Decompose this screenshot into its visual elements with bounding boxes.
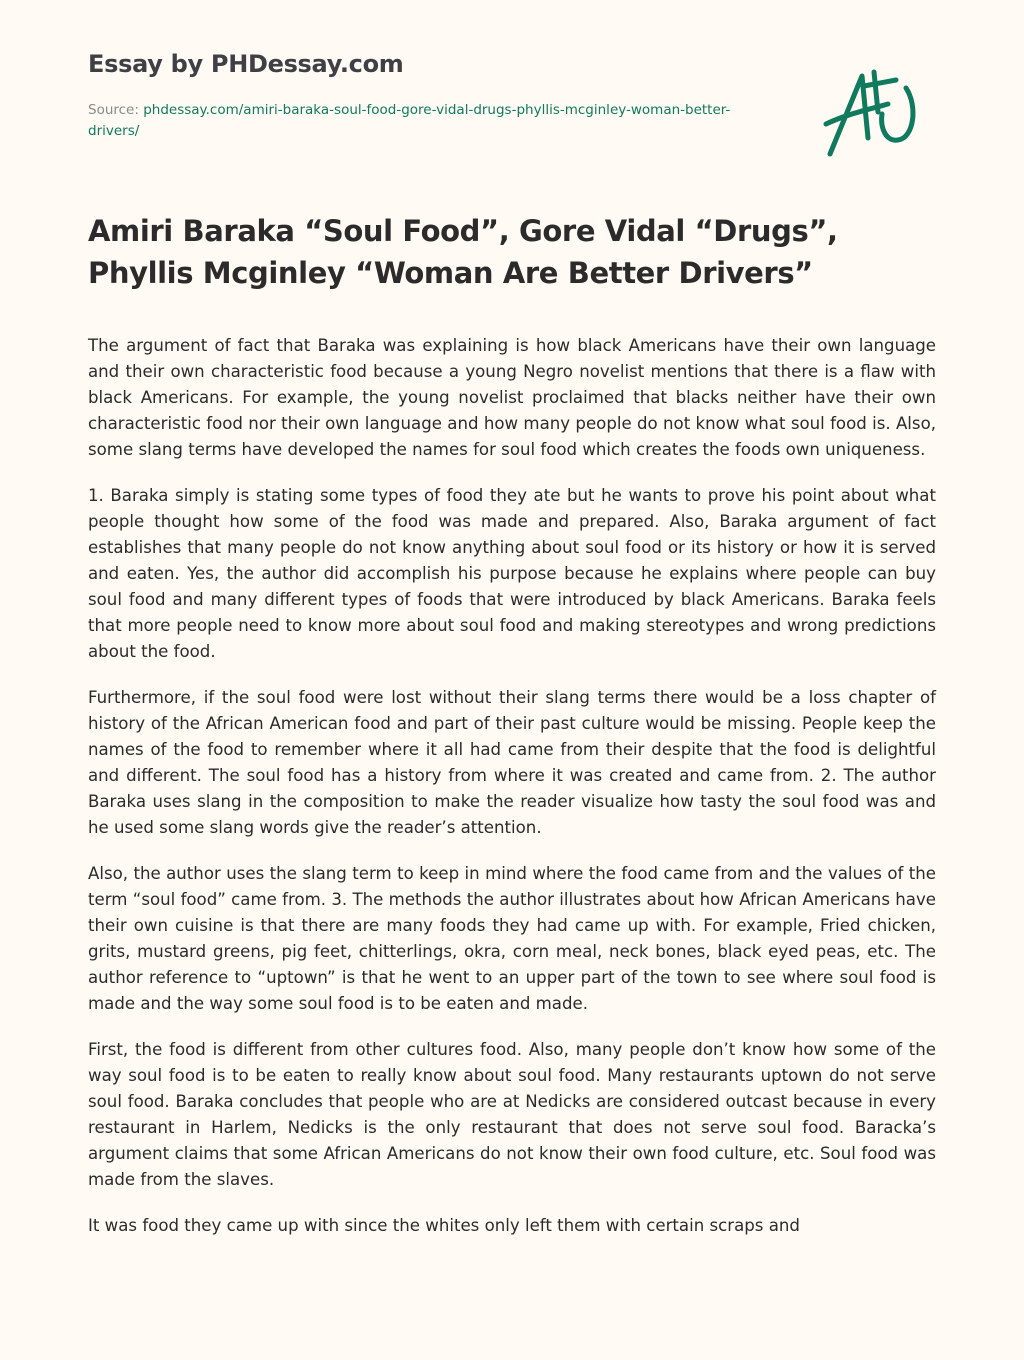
paragraph: Also, the author uses the slang term to keep in mind where the food came from and the values of the term “soul food” came from. 3. The methods the author illustrates about how African Americans have their own cuisine is that there are many foods they had came up with. For example, Fried chicken, grits, mustard greens, pig feet, chitterlings, okra, corn meal, neck bones, black eyed peas, etc. The author reference to “uptown” is that he went to an upper part of the town to see where soul food is made and the way some soul food is to be eaten and made. xyxy=(88,864,936,1013)
essay-title: Amiri Baraka “Soul Food”, Gore Vidal “Drugs”, Phyllis Mcginley “Woman Are Better Drivers” xyxy=(88,214,838,290)
paragraph: The argument of fact that Baraka was explaining is how black Americans have their own language and their own characteristic food because a young Negro novelist mentions that there is a flaw with black Americans. For example, the young novelist proclaimed that blacks neither have their own characteristic food nor their own language and how many people do not know what soul food is. Also, some slang terms have developed the names for soul food which creates the foods own uniqueness. xyxy=(88,336,936,459)
paragraph: 1. Baraka simply is stating some types of food they ate but he wants to prove his point about what people thought how some of the food was made and prepared. Also, Baraka argument of fact establishes that many people do not know anything about soul food or its history or how it is served and eaten. Yes, the author did accomplish his purpose because he explains where people can buy soul food and many different types of foods that were introduced by black Americans. Baraka feels that more people need to know more about soul food and making stereotypes and wrong predictions about the food. xyxy=(88,486,936,661)
site-brand: Essay by PHDessay.com xyxy=(88,50,404,78)
source-line xyxy=(88,100,768,142)
site-header xyxy=(88,50,788,142)
source-label: Source: xyxy=(88,102,144,118)
a-plus-logo-icon xyxy=(822,66,932,160)
essay-body xyxy=(88,333,936,1259)
paragraph: First, the food is different from other cultures food. Also, many people don’t know how some of the way soul food is to be eaten to really know about soul food. Many restaurants uptown do not serve soul food. Baraka concludes that people who are at Nedicks are considered outcast because in every restaurant in Harlem, Nedicks is the only restaurant that does not serve soul food. Baracka’s argument claims that some African Americans do not know their own food culture, etc. Soul food was made from the slaves. xyxy=(88,1040,936,1189)
source-link[interactable]: phdessay.com/amiri-baraka-soul-food-gore-vidal-drugs-phyllis-mcginley-woman-better-drivers/ xyxy=(88,102,731,139)
paragraph: It was food they came up with since the whites only left them with certain scraps and xyxy=(88,1216,800,1235)
paragraph: Furthermore, if the soul food were lost without their slang terms there would be a loss chapter of history of the African American food and part of their past culture would be missing. People keep the names of the food to remember where it all had came from their despite that the food is delightful and different. The soul food has a history from where it was created and came from. 2. The author Baraka uses slang in the composition to make the reader visualize how tasty the soul food was and he used some slang words give the reader’s attention. xyxy=(88,688,936,837)
